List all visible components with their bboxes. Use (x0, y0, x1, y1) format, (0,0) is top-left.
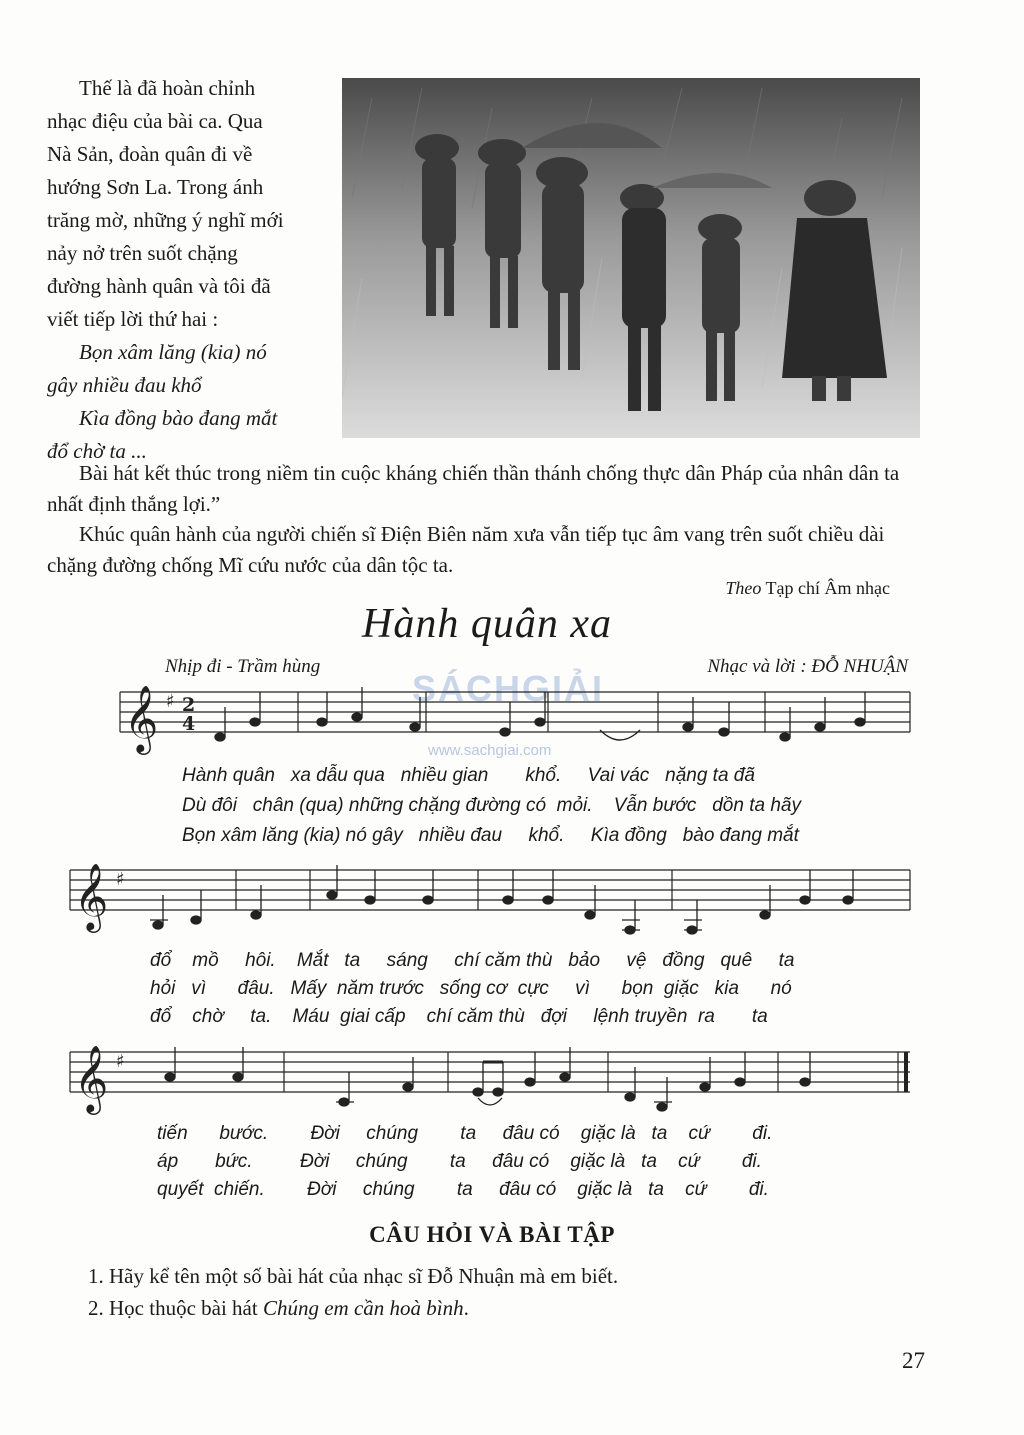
time-signature-bottom: 4 (182, 713, 196, 735)
staff-system-2 (60, 858, 930, 953)
lyrics-line: tiến bước. Đời chúng ta đâu có giặc là ta cứ đi. (157, 1123, 773, 1144)
watermark-url: www.sachgiai.com (428, 742, 552, 759)
sharp-icon: ♯ (116, 869, 125, 890)
exercises-heading: CÂU HỎI VÀ BÀI TẬP (369, 1222, 615, 1247)
question-1: 1. Hãy kể tên một số bài hát của nhạc sĩ Đỗ Nhuận mà em biết. (88, 1264, 619, 1288)
question-2-song: Chúng em cần hoà bình (262, 1296, 464, 1320)
lyrics-line: Dù đôi chân (qua) những chặng đường có mỏi. Vẫn bước dồn ta hãy (182, 795, 801, 816)
intro-line: viết tiếp lời thứ hai : (47, 307, 219, 331)
treble-clef-icon: 𝄞 (124, 684, 159, 752)
lyrics-line: áp bức. Đời chúng ta đâu có giặc là ta cứ đi. (157, 1151, 762, 1172)
time-signature-top: 2 (182, 694, 196, 716)
lyrics-line: đổ mồ hôi. Mắt ta sáng chí căm thù bảo vệ đồng quê ta (150, 950, 795, 971)
source-name: Tạp chí Âm nhạc (765, 578, 890, 598)
sharp-icon: ♯ (166, 691, 175, 712)
lyrics-line: hỏi vì đâu. Mấy năm trước sống cơ cực vì bọn giặc kia nó (150, 978, 792, 999)
intro-line: đường hành quân và tôi đã (47, 274, 271, 298)
song-title: Hành quân xa (362, 601, 612, 647)
lyrics-line: Bọn xâm lăng (kia) nó gây nhiều đau khổ. Kìa đồng bào đang mắt (182, 825, 799, 846)
source-prefix: Theo (725, 578, 762, 598)
intro-line: Thế là đã hoàn chỉnh (79, 76, 256, 100)
closing-paragraph (47, 519, 927, 581)
staff-system-1 (60, 680, 930, 765)
marching-soldiers-illustration (342, 78, 920, 438)
intro-text (47, 72, 323, 468)
treble-clef-icon: 𝄞 (74, 1044, 109, 1112)
sharp-icon: ♯ (116, 1051, 125, 1072)
verse-line: Bọn xâm lăng (kia) nó (79, 340, 267, 364)
tempo-marking: Nhịp đi - Trầm hùng (165, 656, 321, 677)
question-2-prefix: 2. Học thuộc bài hát (88, 1296, 258, 1320)
source-citation (600, 578, 890, 599)
verse-line: gây nhiều đau khổ (47, 373, 202, 397)
question-2 (88, 1296, 469, 1321)
treble-clef-icon: 𝄞 (74, 862, 109, 930)
paragraph-text: Khúc quân hành của người chiến sĩ Điện Biên năm xưa vẫn tiếp tục âm vang trên suốt chiều dài chặng đường chống Mĩ cứu nước của dân tộc ta. (47, 522, 885, 577)
paragraph-text: Bài hát kết thúc trong niềm tin cuộc kháng chiến thần thánh chống thực dân Pháp của nhân dân ta nhất định thắng lợi.” (47, 461, 900, 516)
closing-paragraph (47, 458, 927, 520)
question-2-suffix: . (463, 1296, 469, 1320)
intro-line: nảy nở trên suốt chặng (47, 241, 238, 265)
verse-line: Kìa đồng bào đang mắt (79, 406, 278, 430)
lyrics-line: quyết chiến. Đời chúng ta đâu có giặc là ta cứ đi. (157, 1179, 769, 1200)
watermark-logo: SÁCHGIẢI (412, 668, 605, 709)
intro-line: nhạc điệu của bài ca. Qua (47, 109, 263, 133)
lyrics-line: đổ chờ ta. Máu giai cấp chí căm thù đợi lệnh truyền ra ta (150, 1006, 768, 1027)
verse-line: đổ chờ ta ... (47, 439, 147, 463)
page-number: 27 (902, 1348, 925, 1373)
staff-system-3 (60, 1030, 930, 1125)
intro-line: Nà Sản, đoàn quân đi về (47, 142, 253, 166)
intro-line: trăng mờ, những ý nghĩ mới (47, 208, 284, 232)
composer-credit: Nhạc và lời : ĐỖ NHUẬN (707, 656, 908, 677)
lyrics-line: Hành quân xa dẫu qua nhiều gian khổ. Vai vác nặng ta đã (182, 765, 755, 786)
intro-line: hướng Sơn La. Trong ánh (47, 175, 264, 199)
